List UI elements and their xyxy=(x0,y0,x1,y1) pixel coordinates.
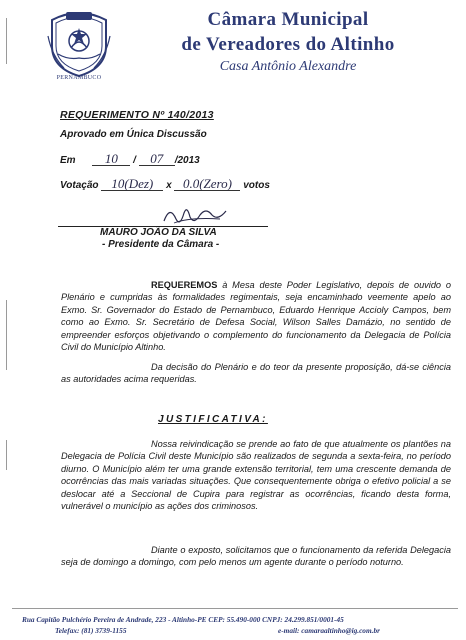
votes-against-handwritten: 0.0(Zero) xyxy=(174,178,240,191)
vote-label: Votação xyxy=(60,180,99,191)
requerimento-title: REQUERIMENTO Nº 140/2013 xyxy=(60,109,214,121)
vote-suffix: votos xyxy=(243,180,270,191)
crest-caption: PERNAMBUCO xyxy=(56,75,102,81)
vote-separator: x xyxy=(166,180,172,191)
date-prefix: Em xyxy=(60,155,76,166)
vote-tally xyxy=(60,178,270,191)
scan-mark xyxy=(6,300,7,370)
date-month-handwritten: 07 xyxy=(139,153,175,166)
justification-paragraph: Nossa reivindicação se prende ao fato de que atualmente os plantões na Delegacia de Polícia Civil deste Município são realizados de segunda a sexta-feira, no período diurno. O Município além ter uma grande extensão territorial, tem uma crescente demanda de ocorrências das mais variadas situações. Que consequentemente obriga o efetivo policial a se deslocar até a Seccional de Cupira para registrar as ocorrências, ficando desta forma, vulnerável o município as ações dos criminosos. xyxy=(61,439,451,512)
date-separator: / xyxy=(133,155,136,166)
signer-role: - Presidente da Câmara - xyxy=(102,239,220,250)
signer-name: MAURO JOÃO DA SILVA xyxy=(100,227,217,238)
footer-email: e-mail: camaraaltinho@ig.com.br xyxy=(278,626,380,635)
footer-address: Rua Capitão Pulchério Pereira de Andrade, 223 - Altinho-PE CEP: 55.490-000 CNPJ: 24.299.851/0001-45 xyxy=(22,615,344,624)
notice-paragraph: Da decisão do Plenário e do teor da presente proposição, dá-se ciência as autoridades acima requeridas. xyxy=(61,362,451,385)
justificativa-heading: JUSTIFICATIVA: xyxy=(158,414,268,425)
institution-name-line2: de Vereadores do Altinho xyxy=(181,34,395,55)
approval-date xyxy=(60,153,200,166)
institution-subtitle: Casa Antônio Alexandre xyxy=(219,59,357,74)
footer-phone: Telefax: (81) 3739-1155 xyxy=(55,626,127,635)
votes-for-handwritten: 10(Dez) xyxy=(101,178,163,191)
date-year: /2013 xyxy=(174,155,200,166)
request-paragraph-text: à Mesa deste Poder Legislativo, depois de ouvido o Plenário e cumpridas às formalidades regimentais, seja encaminhado veemente apelo ao Exmo. Sr. Governador do Estado de Pernambuco, Eduardo Henrique Accioly Campos, bem como ao Exmo. Sr. Secretário de Defesa Social, Wilson Salles Damázio, no sentido de empreender esforços objetivando o complemento do funcionamento da Delegacia de Polícia Civil do Município Altinho. xyxy=(61,280,451,353)
approval-status: Aprovado em Única Discussão xyxy=(60,129,207,140)
municipal-crest-icon xyxy=(44,6,114,80)
institution-name: Câmara Municipal xyxy=(207,9,369,30)
scan-mark xyxy=(6,440,7,470)
footer-divider xyxy=(12,608,458,609)
scan-mark xyxy=(6,18,7,64)
request-paragraph xyxy=(61,279,451,353)
date-day-handwritten: 10 xyxy=(92,153,130,166)
request-lead-word: REQUEREMOS xyxy=(151,280,218,290)
conclusion-paragraph: Diante o exposto, solicitamos que o funcionamento da referida Delegacia seja de domingo a domingo, com pelo menos um agente durante o período noturno. xyxy=(61,545,451,568)
